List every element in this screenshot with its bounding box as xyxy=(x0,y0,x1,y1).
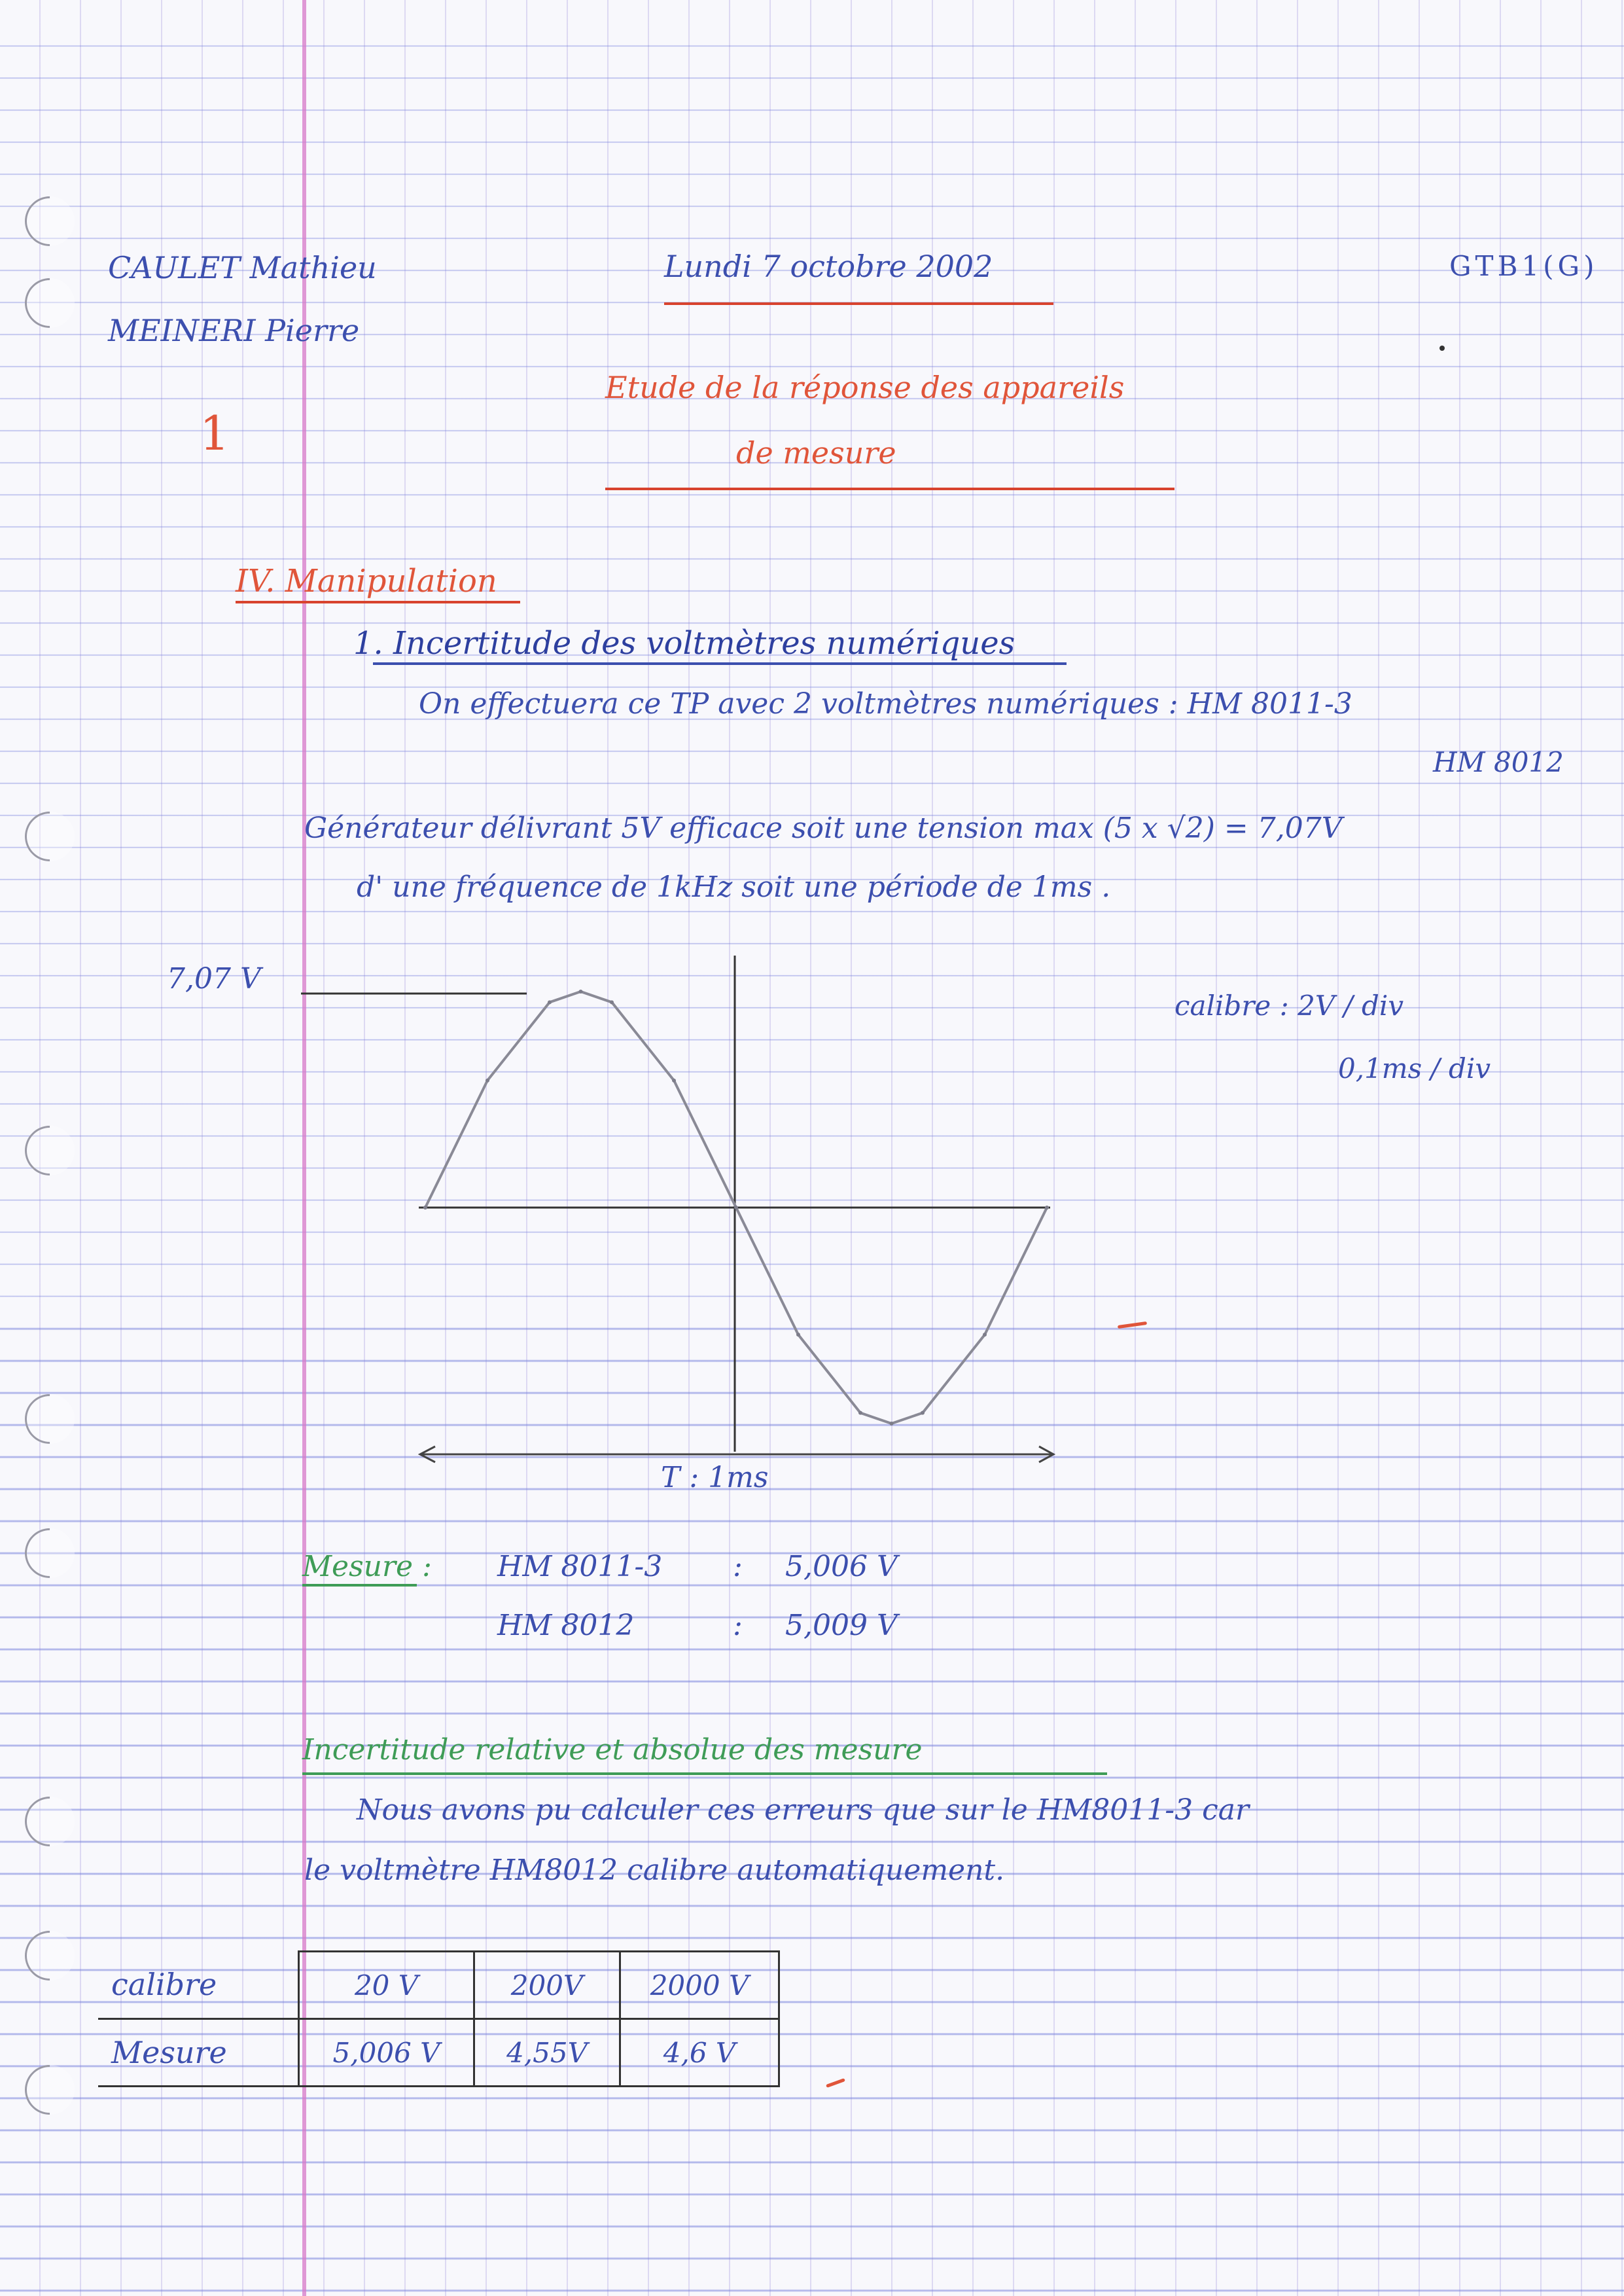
sine-data-point xyxy=(796,1333,800,1336)
author-name-2: MEINERI Pierre xyxy=(108,313,360,348)
table-row xyxy=(98,2019,779,2087)
table-cell: 20 V xyxy=(299,1952,474,2019)
sine-data-point xyxy=(423,1206,427,1210)
table-cell: 4,55V xyxy=(474,2019,620,2087)
calibre-volts: calibre : 2V / div xyxy=(1174,990,1404,1022)
generator-line-2: d' une fréquence de 1kHz soit une période de 1ms . xyxy=(357,870,1111,904)
mesure-model-1: HM 8011-3 xyxy=(497,1550,663,1583)
calibre-mesure-table xyxy=(98,1950,780,2087)
mesure-sep-2: : xyxy=(733,1609,743,1642)
table-cell: 4,6 V xyxy=(620,2019,779,2087)
group-code: GTB1(G) xyxy=(1449,250,1598,282)
intro-second-model: HM 8012 xyxy=(1433,746,1564,778)
sine-data-point xyxy=(983,1333,987,1336)
incertitude-heading: Incertitude relative et absolue des mesure xyxy=(302,1733,923,1767)
table-row xyxy=(98,1952,779,2019)
sine-data-point xyxy=(734,1206,738,1210)
table-cell: 2000 V xyxy=(620,1952,779,2019)
date-text: Lundi 7 octobre 2002 xyxy=(664,249,993,284)
x-axis-label: T : 1ms xyxy=(661,1461,769,1494)
mesure-label: Mesure : xyxy=(302,1550,432,1583)
mesure-underline xyxy=(302,1584,417,1587)
sine-data-point xyxy=(672,1079,676,1083)
table-cell: 5,006 V xyxy=(299,2019,474,2087)
stray-ink-dot xyxy=(1439,346,1445,351)
incertitude-underline xyxy=(302,1772,1107,1775)
incertitude-line-2: le voltmètre HM8012 calibre automatiquement. xyxy=(304,1854,1005,1887)
intro-text: On effectuera ce TP avec 2 voltmètres numériques : HM 8011-3 xyxy=(419,687,1352,721)
sine-data-point xyxy=(579,990,583,994)
sine-data-point xyxy=(921,1411,925,1415)
sine-data-point xyxy=(610,1000,614,1004)
sine-data-point xyxy=(485,1079,489,1083)
sine-data-point xyxy=(858,1411,862,1415)
table-cell: 200V xyxy=(474,1952,620,2019)
title-line-2: de mesure xyxy=(736,435,896,471)
table-row-label: calibre xyxy=(98,1952,299,2019)
page-number: 1 xyxy=(200,406,230,461)
title-line-1: Etude de la réponse des appareils xyxy=(605,370,1125,405)
sine-data-point xyxy=(1045,1206,1049,1210)
incertitude-line-1: Nous avons pu calculer ces erreurs que sur le HM8011-3 car xyxy=(357,1793,1249,1827)
calibre-time: 0,1ms / div xyxy=(1338,1052,1491,1085)
mesure-value-1: 5,006 V xyxy=(785,1550,898,1583)
generator-line-1: Générateur délivrant 5V efficace soit une tension max (5 x √2) = 7,07V xyxy=(304,812,1343,845)
subsection-heading: 1. Incertitude des voltmètres numériques xyxy=(353,625,1015,662)
mesure-sep-1: : xyxy=(733,1550,743,1583)
y-axis-label: 7,07 V xyxy=(167,962,261,996)
sine-data-point xyxy=(548,1000,552,1004)
table-row-label: Mesure xyxy=(98,2019,299,2087)
sine-data-point xyxy=(890,1422,894,1426)
section-heading: IV. Manipulation xyxy=(236,563,497,600)
author-name-1: CAULET Mathieu xyxy=(108,250,377,285)
mesure-value-2: 5,009 V xyxy=(785,1609,898,1642)
mesure-model-2: HM 8012 xyxy=(497,1609,635,1642)
